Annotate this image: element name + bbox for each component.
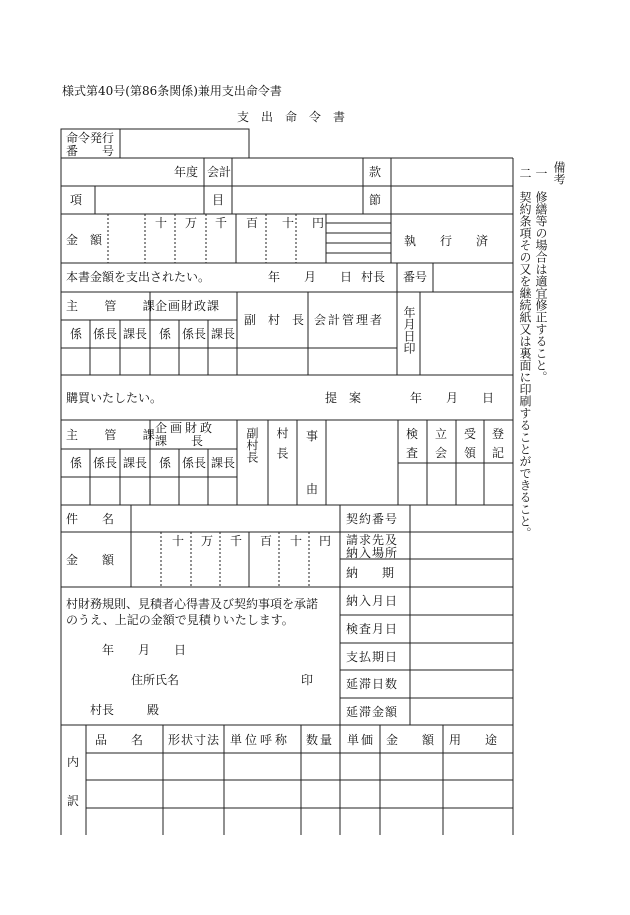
- amount-unit: 円: [312, 216, 325, 230]
- subject-label: 件 名: [66, 512, 115, 526]
- amount-unit: 百: [246, 216, 259, 230]
- fiscal-year-label: 年度: [174, 165, 199, 179]
- register-label-2: 記: [492, 446, 505, 460]
- col-unit-price: 単価: [347, 733, 376, 747]
- remarks-title: 備考: [552, 161, 566, 185]
- approve-text: 本書金額を支出されたい。: [66, 270, 211, 284]
- inspection-label-2: 査: [406, 446, 419, 460]
- billing-label: 請求先及: [346, 533, 399, 547]
- reason-label: 事: [306, 429, 319, 443]
- witness-label: 立: [435, 427, 448, 441]
- account-label: 会計: [207, 165, 232, 179]
- executed-label: 執 行 済: [404, 234, 489, 248]
- register-label: 登: [492, 427, 505, 441]
- proposal-label: 提 案: [325, 391, 362, 405]
- moku-label: 目: [212, 193, 225, 207]
- amount-unit: 十: [282, 216, 295, 230]
- approve-mayor: 村長: [361, 270, 386, 284]
- inspection-date-label: 検査月日: [346, 622, 399, 636]
- remarks-item-1: 一 修繕等の場合は適宜修正すること。: [534, 167, 548, 383]
- col-quantity: 数量: [306, 733, 335, 747]
- amount-label: 金 額: [66, 233, 103, 247]
- dono-label: 殿: [147, 703, 160, 717]
- issue-number-label-2: 番 号: [66, 144, 115, 158]
- col-usage: 用 途: [449, 733, 498, 747]
- chief-label: 係長: [93, 327, 118, 341]
- approve-number-label: 番号: [403, 270, 428, 284]
- inspection-label: 検: [406, 427, 419, 441]
- finance-dept-label: 企画財政課: [155, 299, 221, 313]
- reason-label-2: 由: [306, 482, 319, 496]
- manager-label: 課長: [123, 456, 148, 470]
- kou-label: 項: [70, 193, 83, 207]
- amount-unit: 十: [172, 534, 185, 548]
- col-shape: 形状寸法: [168, 733, 221, 747]
- staff-label: 係: [159, 456, 172, 470]
- remarks-item-2: 二 契約条項その又を継続紙又は裏面に印刷することができること。: [518, 167, 532, 539]
- receipt-label-2: 領: [464, 446, 477, 460]
- witness-label-2: 会: [435, 446, 448, 460]
- dept-label: 主 管 課: [66, 299, 163, 313]
- purchase-date: 年 月 日: [410, 391, 495, 405]
- form-number-label: 様式第40号(第86条関係)兼用支出命令書: [62, 84, 282, 98]
- col-unit: 単位呼称: [230, 733, 291, 747]
- manager-label: 課長: [211, 327, 236, 341]
- kan-label: 款: [369, 165, 382, 179]
- amount-unit: 千: [230, 534, 243, 548]
- seal-label: 印: [301, 673, 314, 687]
- amount-unit: 十: [155, 216, 168, 230]
- issue-number-field[interactable]: [121, 130, 248, 157]
- issue-number-label: 命令発行: [66, 131, 115, 145]
- delay-amount-label: 延滞金額: [346, 705, 399, 719]
- detail-side-label: 内: [67, 755, 80, 769]
- delivery-date-label: 納入月日: [346, 594, 399, 608]
- staff-label: 係: [159, 327, 172, 341]
- payment-date-label: 支払期日: [346, 650, 399, 664]
- finance-label-2: 課 長: [155, 434, 204, 448]
- staff-label: 係: [70, 456, 83, 470]
- chief-label: 係長: [182, 327, 207, 341]
- amount-unit: 千: [215, 216, 228, 230]
- staff-label: 係: [70, 327, 83, 341]
- page-title: 支 出 命 令 書: [237, 110, 346, 124]
- chief-label: 係長: [93, 456, 118, 470]
- contract-number-label: 契約番号: [346, 512, 399, 526]
- chief-label: 係長: [182, 456, 207, 470]
- quote-date: 年 月 日: [102, 643, 187, 657]
- mayor-label: 村長: [90, 703, 115, 717]
- amount-unit: 十: [290, 534, 303, 548]
- amount-unit: 万: [201, 534, 214, 548]
- deputy-mayor-label: 副 村 長: [244, 313, 305, 327]
- quote-text-2: のうえ、上記の金額で見積りいたします。: [66, 613, 294, 627]
- amount-unit: 万: [185, 216, 198, 230]
- delay-days-label: 延滞日数: [346, 677, 399, 691]
- quote-text-1: 村財務規則、見積者心得書及び契約事項を承諾: [66, 597, 319, 611]
- approve-date: 年 月 日: [268, 270, 353, 284]
- finance-label: 企画財政: [155, 421, 216, 435]
- manager-label: 課長: [123, 327, 148, 341]
- address-label: 住所氏名: [131, 673, 180, 687]
- amount-unit: 百: [260, 534, 273, 548]
- accountant-label: 会計管理者: [314, 313, 385, 327]
- date-seal-label: 年月日印: [402, 306, 416, 354]
- amount-unit: 円: [319, 534, 332, 548]
- setsu-label: 節: [369, 193, 382, 207]
- receipt-label: 受: [464, 427, 477, 441]
- deadline-label: 納 期: [346, 566, 395, 580]
- dept-label: 主 管 課: [66, 428, 163, 442]
- detail-side-label-2: 訳: [67, 794, 80, 808]
- col-item-name: 品 名: [95, 733, 144, 747]
- contract-amount-label: 金 額: [66, 553, 115, 567]
- billing-label-2: 納入場所: [346, 546, 399, 560]
- deputy-mayor-label: 副村長: [245, 427, 259, 463]
- purchase-text: 購買いたしたい。: [66, 391, 163, 405]
- mayor-label: 村長: [275, 427, 289, 467]
- manager-label: 課長: [211, 456, 236, 470]
- col-amount: 金 額: [386, 733, 435, 747]
